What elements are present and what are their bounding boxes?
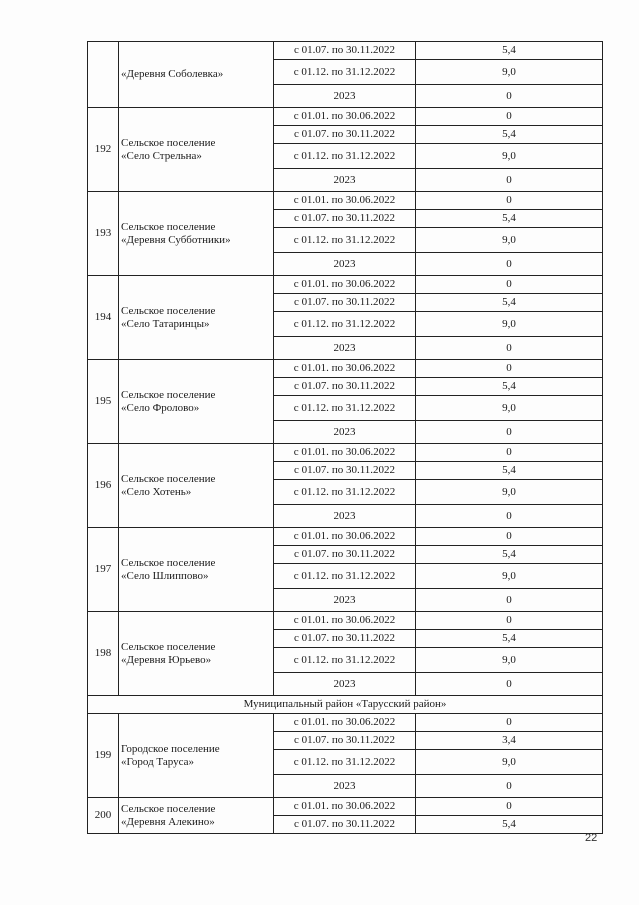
row-number: 199 [88, 714, 119, 798]
settlement-name [119, 714, 274, 798]
settlement-title: «Село Стрельна» [121, 149, 202, 162]
value-cell: 0 [416, 444, 603, 462]
period-cell: с 01.07. по 30.11.2022 [274, 816, 416, 834]
period-cell: с 01.12. по 31.12.2022 [274, 144, 416, 169]
value-cell: 5,4 [416, 462, 603, 480]
table-row [88, 612, 603, 630]
value-cell: 0 [416, 775, 603, 798]
row-number: 200 [88, 798, 119, 834]
settlement-type: Сельское поселение [121, 640, 216, 653]
settlement-type: Сельское поселение [121, 802, 216, 815]
settlement-name-line: «Деревня Соболевка» [121, 68, 224, 81]
period-cell: с 01.12. по 31.12.2022 [274, 228, 416, 253]
period-cell: 2023 [274, 505, 416, 528]
period-cell: 2023 [274, 421, 416, 444]
page-number: 22 [585, 832, 598, 844]
value-cell: 0 [416, 253, 603, 276]
period-cell: с 01.07. по 30.11.2022 [274, 210, 416, 228]
period-cell: с 01.12. по 31.12.2022 [274, 480, 416, 505]
value-cell: 0 [416, 714, 603, 732]
settlement-name [119, 444, 274, 528]
period-cell: с 01.01. по 30.06.2022 [274, 276, 416, 294]
period-cell: с 01.01. по 30.06.2022 [274, 360, 416, 378]
settlement-type: Сельское поселение [121, 304, 216, 317]
value-cell: 9,0 [416, 564, 603, 589]
tariff-table [87, 41, 603, 834]
district-header-row [88, 696, 603, 714]
settlement-title: «Село Фролово» [121, 401, 200, 414]
value-cell: 0 [416, 589, 603, 612]
table-row [88, 798, 603, 816]
settlement-type: Сельское поселение [121, 220, 216, 233]
settlement-name [119, 192, 274, 276]
row-number: 193 [88, 192, 119, 276]
row-number: 192 [88, 108, 119, 192]
value-cell: 9,0 [416, 648, 603, 673]
value-cell: 0 [416, 337, 603, 360]
value-cell: 0 [416, 85, 603, 108]
district-header: Муниципальный район «Тарусский район» [88, 696, 603, 714]
value-cell: 9,0 [416, 480, 603, 505]
settlement-title: «Деревня Алекино» [121, 815, 215, 828]
settlement-name [119, 798, 274, 834]
period-cell: 2023 [274, 775, 416, 798]
period-cell: с 01.07. по 30.11.2022 [274, 294, 416, 312]
value-cell: 9,0 [416, 396, 603, 421]
value-cell: 9,0 [416, 312, 603, 337]
value-cell: 9,0 [416, 144, 603, 169]
table-row [88, 192, 603, 210]
settlement-type: Сельское поселение [121, 136, 216, 149]
value-cell: 5,4 [416, 126, 603, 144]
value-cell: 0 [416, 360, 603, 378]
period-cell: с 01.07. по 30.11.2022 [274, 630, 416, 648]
settlement-type: Сельское поселение [121, 556, 216, 569]
period-cell: с 01.07. по 30.11.2022 [274, 462, 416, 480]
period-cell: с 01.01. по 30.06.2022 [274, 528, 416, 546]
period-cell: 2023 [274, 673, 416, 696]
period-cell: с 01.07. по 30.11.2022 [274, 378, 416, 396]
value-cell: 5,4 [416, 630, 603, 648]
row-number [88, 42, 119, 108]
period-cell: с 01.01. по 30.06.2022 [274, 798, 416, 816]
period-cell: с 01.01. по 30.06.2022 [274, 192, 416, 210]
value-cell: 0 [416, 276, 603, 294]
settlement-title: «Село Шлиппово» [121, 569, 209, 582]
period-cell: с 01.01. по 30.06.2022 [274, 108, 416, 126]
value-cell: 9,0 [416, 228, 603, 253]
settlement-title: «Город Таруса» [121, 755, 195, 768]
value-cell: 3,4 [416, 732, 603, 750]
settlement-title: «Село Хотень» [121, 485, 192, 498]
value-cell: 0 [416, 192, 603, 210]
period-cell: 2023 [274, 169, 416, 192]
settlement-title: «Деревня Юрьево» [121, 653, 212, 666]
table-row [88, 528, 603, 546]
value-cell: 9,0 [416, 750, 603, 775]
value-cell: 0 [416, 169, 603, 192]
table-row [88, 714, 603, 732]
value-cell: 5,4 [416, 210, 603, 228]
settlement-title: «Деревня Субботники» [121, 233, 231, 246]
settlement-title: «Село Татаринцы» [121, 317, 210, 330]
period-cell: с 01.01. по 30.06.2022 [274, 714, 416, 732]
period-cell: с 01.12. по 31.12.2022 [274, 750, 416, 775]
value-cell: 0 [416, 505, 603, 528]
settlement-name [119, 108, 274, 192]
settlement-name [119, 42, 274, 108]
value-cell: 5,4 [416, 816, 603, 834]
tariff-table-body [88, 42, 603, 834]
period-cell: с 01.07. по 30.11.2022 [274, 42, 416, 60]
settlement-type: Сельское поселение [121, 388, 216, 401]
table-row [88, 42, 603, 60]
row-number: 195 [88, 360, 119, 444]
period-cell: с 01.12. по 31.12.2022 [274, 60, 416, 85]
period-cell: с 01.07. по 30.11.2022 [274, 732, 416, 750]
value-cell: 0 [416, 108, 603, 126]
table-row [88, 108, 603, 126]
period-cell: с 01.01. по 30.06.2022 [274, 444, 416, 462]
period-cell: с 01.12. по 31.12.2022 [274, 396, 416, 421]
settlement-name [119, 276, 274, 360]
settlement-type: Городское поселение [121, 742, 220, 755]
value-cell: 5,4 [416, 378, 603, 396]
table-row [88, 444, 603, 462]
row-number: 196 [88, 444, 119, 528]
settlement-name [119, 528, 274, 612]
row-number: 198 [88, 612, 119, 696]
period-cell: с 01.12. по 31.12.2022 [274, 564, 416, 589]
settlement-name [119, 360, 274, 444]
period-cell: с 01.12. по 31.12.2022 [274, 648, 416, 673]
period-cell: с 01.12. по 31.12.2022 [274, 312, 416, 337]
value-cell: 0 [416, 421, 603, 444]
row-number: 194 [88, 276, 119, 360]
settlement-type: Сельское поселение [121, 472, 216, 485]
table-row [88, 276, 603, 294]
value-cell: 0 [416, 612, 603, 630]
period-cell: 2023 [274, 337, 416, 360]
period-cell: с 01.01. по 30.06.2022 [274, 612, 416, 630]
period-cell: с 01.07. по 30.11.2022 [274, 546, 416, 564]
period-cell: 2023 [274, 85, 416, 108]
value-cell: 9,0 [416, 60, 603, 85]
value-cell: 5,4 [416, 294, 603, 312]
value-cell: 0 [416, 798, 603, 816]
period-cell: 2023 [274, 589, 416, 612]
value-cell: 0 [416, 673, 603, 696]
table-row [88, 360, 603, 378]
value-cell: 0 [416, 528, 603, 546]
period-cell: с 01.07. по 30.11.2022 [274, 126, 416, 144]
value-cell: 5,4 [416, 546, 603, 564]
settlement-name [119, 612, 274, 696]
period-cell: 2023 [274, 253, 416, 276]
row-number: 197 [88, 528, 119, 612]
value-cell: 5,4 [416, 42, 603, 60]
